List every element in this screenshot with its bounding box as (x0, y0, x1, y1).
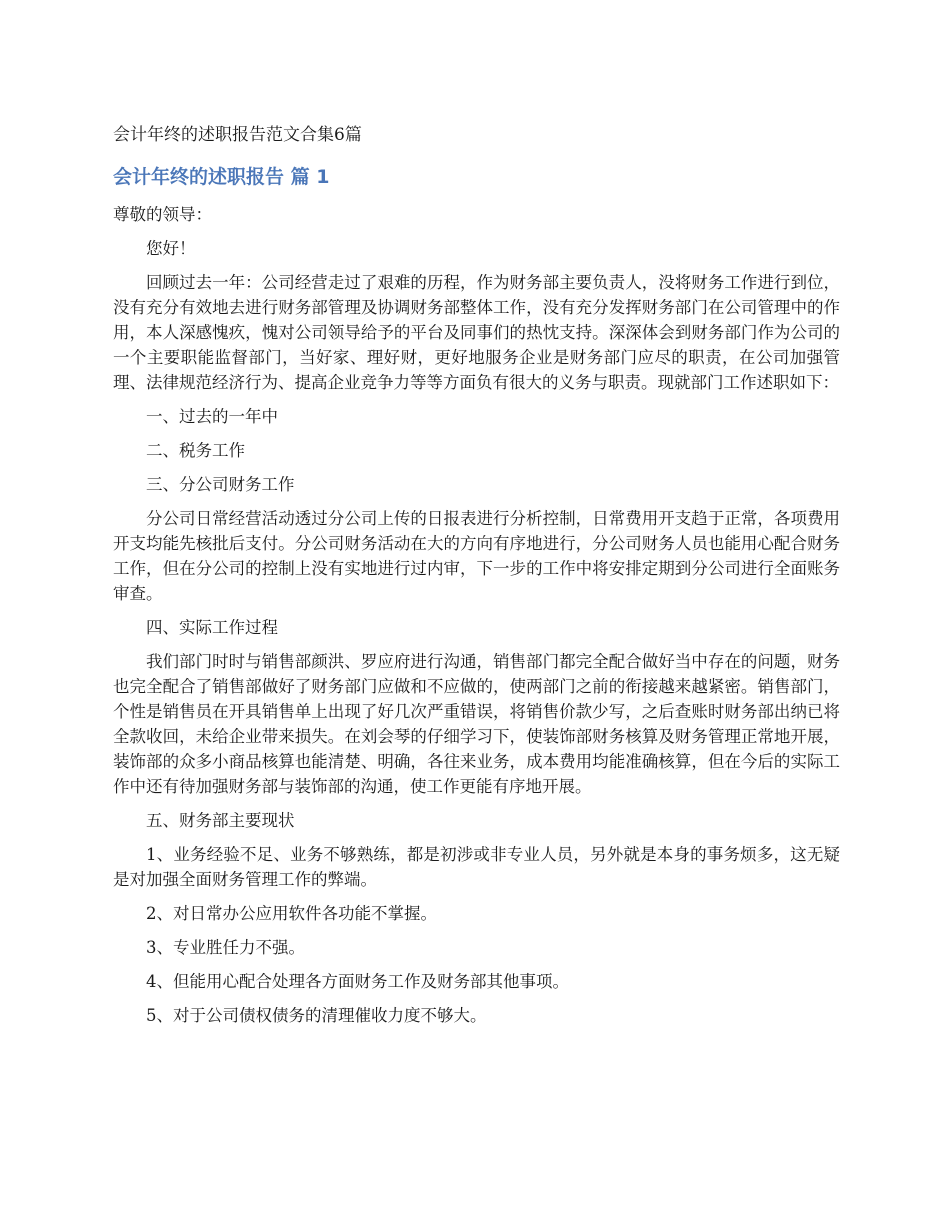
list-heading: 二、税务工作 (146, 441, 245, 460)
document-title: 会计年终的述职报告范文合集6篇 (113, 125, 362, 145)
list-heading: 四、实际工作过程 (146, 618, 278, 637)
list-heading: 一、过去的一年中 (146, 407, 278, 426)
section-heading: 会计年终的述职报告 篇 1 (113, 166, 330, 188)
numbered-item: 3、专业胜任力不强。 (146, 938, 305, 957)
document-page (113, 122, 840, 1037)
numbered-item: 2、对日常办公应用软件各功能不掌握。 (146, 904, 437, 923)
salutation: 尊敬的领导： (113, 205, 212, 224)
body-paragraph: 分公司日常经营活动透过分公司上传的日报表进行分析控制，日常费用开支趋于正常，各项费用开支均能先核批后支付。分公司财务活动在大的方向有序地进行，分公司财务人员也能用心配合财务工作，但在分公司的控制上没有实地进行过内审，下一步的工作中将安排定期到分公司进行全面账务审查。 (113, 509, 840, 603)
list-heading: 五、财务部主要现状 (146, 811, 295, 830)
numbered-item: 5、对于公司债权债务的清理催收力度不够大。 (146, 1006, 487, 1025)
body-paragraph: 我们部门时时与销售部颜洪、罗应府进行沟通，销售部门都完全配合做好当中存在的问题，财务也完全配合了销售部做好了财务部门应做和不应做的，使两部门之前的衔接越来越紧密。销售部门，个性是销售员在开具销售单上出现了好几次严重错误，将销售价款少写，之后查账时财务部出纳已将全款收回，未给企业带来损失。在刘会琴的仔细学习下，使装饰部财务核算及财务管理正常地开展，装饰部的众多小商品核算也能清楚、明确，各往来业务，成本费用均能准确核算，但在今后的实际工作中还有待加强财务部与装饰部的沟通，使工作更能有序地开展。 (113, 652, 840, 796)
numbered-item: 1、业务经验不足、业务不够熟练，都是初涉或非专业人员，另外就是本身的事务烦多，这无疑是对加强全面财务管理工作的弊端。 (113, 845, 840, 889)
list-heading: 三、分公司财务工作 (146, 475, 295, 494)
greeting: 您好！ (146, 239, 196, 258)
body-paragraph: 回顾过去一年：公司经营走过了艰难的历程，作为财务部主要负责人，没将财务工作进行到位，没有充分有效地去进行财务部管理及协调财务部整体工作，没有充分发挥财务部门在公司管理中的作用，本人深感愧疚，愧对公司领导给予的平台及同事们的热忱支持。深深体会到财务部门作为公司的一个主要职能监督部门，当好家、理好财，更好地服务企业是财务部门应尽的职责，在公司加强管理、法律规范经济行为、提高企业竞争力等等方面负有很大的义务与职责。现就部门工作述职如下： (113, 273, 840, 392)
numbered-item: 4、但能用心配合处理各方面财务工作及财务部其他事项。 (146, 972, 569, 991)
